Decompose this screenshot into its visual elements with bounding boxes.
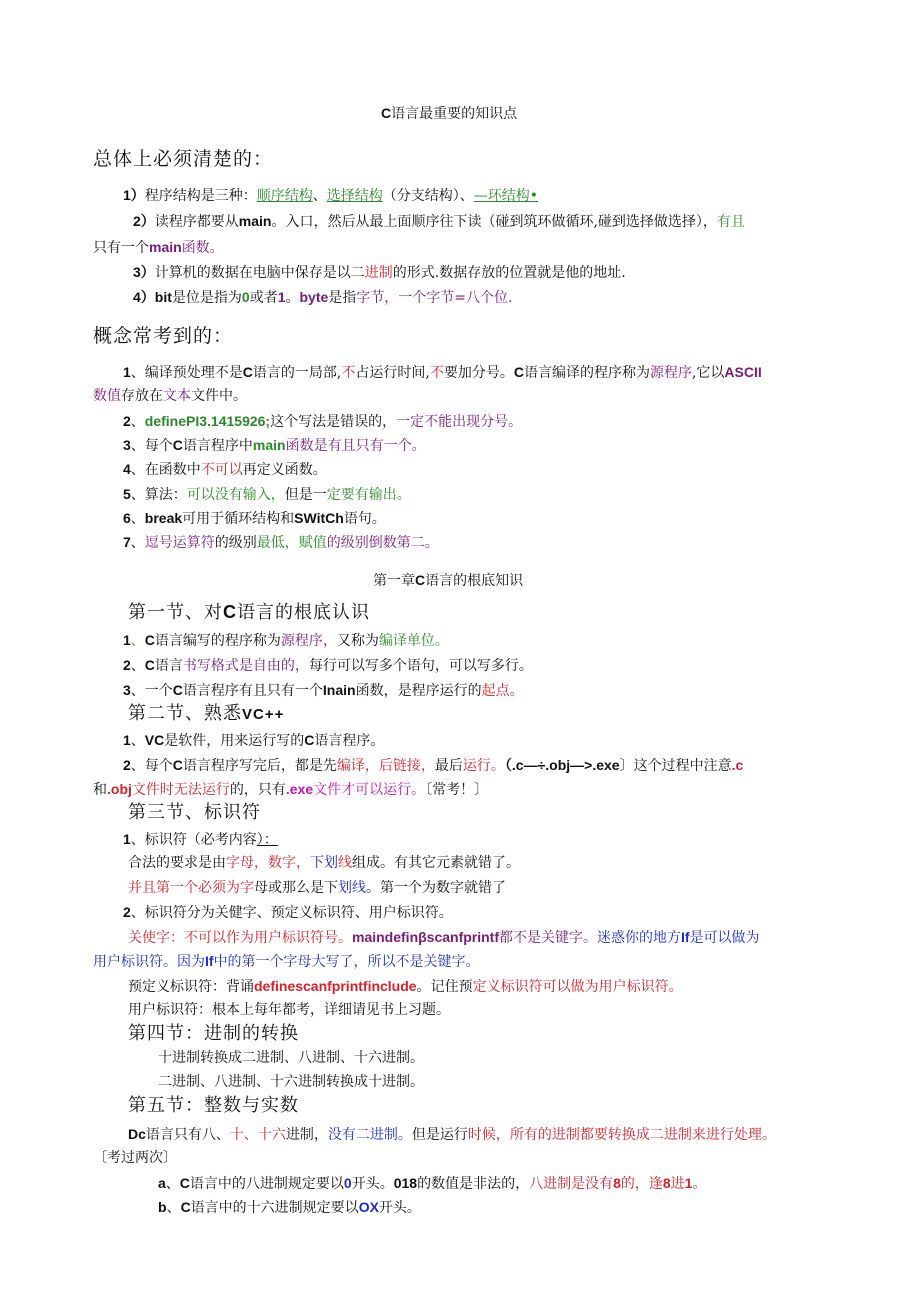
text: 语言程序有且只有一个 — [182, 683, 323, 699]
item-number: 2） — [133, 213, 155, 229]
highlight: 不 — [341, 365, 356, 381]
text: 语言的根底知识 — [425, 573, 524, 589]
concept-item-6 — [123, 508, 386, 529]
text: 或者 — [249, 290, 278, 306]
overview-heading: 总体上必须清楚的： — [93, 148, 274, 170]
highlight: 有且 — [716, 214, 745, 230]
text: 开头。 — [351, 1176, 394, 1192]
keyword: byte — [299, 289, 329, 305]
text: 用户标识符：根本上每年都考，详细请见书上习题。 — [128, 1002, 450, 1018]
concept-item-1-line1 — [123, 362, 762, 383]
keyword: maindefinβscanfprintf — [352, 929, 499, 945]
text: 读程序都要从 — [154, 214, 239, 230]
keyword: .c — [731, 757, 744, 773]
concept-item-4 — [123, 459, 327, 480]
keyword: C — [172, 682, 183, 698]
highlight: 中的第一个字母大写了，所以不是关键字。 — [213, 954, 480, 970]
section-3-line-6 — [128, 976, 683, 997]
text: 每行可以写多个语句，可以写多行。 — [308, 658, 533, 674]
text: 、 — [166, 1200, 181, 1216]
highlight: 的级别倒数第二。 — [326, 535, 439, 551]
text: 第二节、熟悉 — [128, 703, 242, 724]
section-5-heading: 第五节：整数与实数 — [128, 1095, 299, 1116]
section-1-line-3 — [123, 680, 524, 701]
concept-item-5 — [123, 484, 411, 505]
highlight: 编译单位。 — [378, 633, 449, 649]
keyword: .exe — [285, 781, 314, 797]
highlight: 运行。 — [462, 758, 505, 774]
highlight: 时候，所有的进制都要转换成二进制来进行处理。 — [467, 1127, 776, 1143]
item-number: 3 — [123, 682, 131, 698]
highlight: 一定不能出现分号。 — [396, 414, 523, 430]
highlight: 源程序 — [649, 365, 692, 381]
keyword: C — [144, 632, 155, 648]
item-number: 1） — [123, 187, 145, 203]
text: 、编译预处理不是 — [130, 365, 243, 381]
keyword: bit — [154, 289, 172, 305]
text: 语言编写的程序称为 — [154, 633, 281, 649]
highlight: 起点。 — [481, 683, 524, 699]
text: 、每个 — [130, 758, 173, 774]
highlight: 文本 — [163, 388, 191, 404]
highlight: 逗号运算符 — [144, 535, 215, 551]
section-2-line-2b — [93, 779, 488, 800]
keyword: main — [238, 213, 272, 229]
text: 组成。有其它元素就错了。 — [352, 855, 520, 871]
highlight: 字母， — [226, 855, 268, 871]
text: 语言程序中 — [182, 438, 253, 454]
text: 语言程序写完后，都是先 — [182, 758, 337, 774]
overview-item-4 — [133, 287, 512, 308]
item-letter: b — [158, 1199, 167, 1215]
section-1-line-1 — [123, 630, 449, 651]
text: 的级别 — [214, 535, 257, 551]
keyword: main — [149, 239, 182, 255]
text: 、标识符分为关健字、预定义标识符、用户标识符。 — [130, 905, 453, 921]
overview-item-1 — [123, 185, 538, 206]
section-3-line-2 — [128, 853, 520, 873]
keyword: .obj — [107, 781, 132, 797]
keyword: C — [172, 437, 183, 453]
keyword: C — [179, 1175, 190, 1191]
text: 母或那么是下 — [254, 880, 338, 896]
text: 语言编译的程序称为 — [523, 365, 650, 381]
text: 、算法： — [130, 487, 187, 503]
text: ,它以 — [691, 365, 725, 381]
section-2-line-2a — [123, 755, 743, 776]
concept-item-1-line2 — [93, 386, 247, 406]
item-number: 3 — [123, 437, 131, 453]
keyword: —环结构• — [473, 188, 539, 204]
keyword: 8 — [613, 1175, 621, 1191]
text: 、 — [130, 633, 145, 649]
text: 、 — [130, 414, 145, 430]
section-3-line-3 — [128, 878, 506, 898]
section-4-line-1: 十进制转换成二进制、八进制、十六进制。 — [158, 1050, 424, 1066]
keyword: C — [172, 757, 183, 773]
section-3-line-4 — [123, 902, 453, 923]
text: 。第一个为数字就错了 — [366, 880, 506, 896]
item-number: 1 — [123, 831, 131, 847]
text: 〕这个过程中注意 — [619, 758, 732, 774]
text: 可用于循环结构和 — [182, 511, 295, 527]
text: 〔考过两次〕 — [93, 1150, 177, 1166]
text: 程序结构是三种： — [144, 188, 257, 204]
highlight: 数值 — [93, 388, 121, 404]
title-text: 语言最重要的知识点 — [391, 106, 518, 122]
item-number: 5 — [123, 486, 131, 502]
item-number: 2 — [123, 904, 131, 920]
highlight: 不可以 — [200, 462, 243, 478]
keyword: C — [144, 657, 155, 673]
item-number: 4 — [123, 461, 131, 477]
text: 、在函数中 — [130, 462, 201, 478]
text: 合法的要求是由 — [128, 855, 226, 871]
text: 预定义标识符：背诵 — [128, 979, 254, 995]
section-5-line-1b — [93, 1148, 177, 1168]
section-3-line-7 — [128, 1000, 450, 1020]
keyword: C — [242, 364, 253, 380]
keyword: If — [681, 929, 690, 945]
keyword: 0 — [343, 1175, 352, 1191]
section-4-heading: 第四节：进制的转换 — [128, 1023, 299, 1044]
keyword: C — [513, 364, 524, 380]
text: 的形式.数据存放的位置就是他的地址. — [392, 265, 626, 281]
text: 第一节、对 — [128, 602, 223, 623]
text: 文件中。 — [191, 388, 247, 404]
text: 、 — [312, 188, 327, 204]
item-number: 1 — [123, 632, 131, 648]
item-number: 1 — [123, 364, 131, 380]
keyword: 0 — [241, 289, 250, 305]
highlight: 定要有输出。 — [326, 487, 411, 503]
keyword: ASCII — [724, 364, 762, 380]
text: 、 — [130, 733, 145, 749]
text: 只有一个 — [93, 240, 149, 256]
keyword: C — [223, 602, 237, 622]
highlight: 的，逢 — [620, 1176, 663, 1192]
keyword: OX — [358, 1199, 379, 1215]
keyword: 顺序结构 — [256, 188, 313, 204]
item-number: 1 — [123, 732, 131, 748]
section-4-line-2: 二进制、八进制、十六进制转换成十进制。 — [158, 1074, 424, 1090]
item-number: 2 — [123, 757, 131, 773]
text: 是指 — [328, 290, 357, 306]
text: 、一个 — [130, 683, 173, 699]
keyword: VC++ — [242, 706, 285, 723]
keyword: 1 — [684, 1175, 693, 1191]
concept-item-3 — [123, 435, 426, 456]
highlight: 最低，赋值 — [256, 535, 327, 551]
keyword: C — [304, 732, 315, 748]
keyword: If — [205, 953, 214, 969]
text: 语言中的八进制规定要以 — [189, 1176, 344, 1192]
highlight: 八进制是没有 — [529, 1176, 614, 1192]
section-3-line-1 — [123, 829, 278, 850]
keyword: VC — [144, 732, 165, 748]
highlight: 下划 — [310, 855, 338, 871]
section-5-line-3 — [158, 1197, 421, 1218]
text: 语言程序。 — [314, 733, 385, 749]
text: 但是运行 — [411, 1127, 468, 1143]
overview-item-2-line2 — [93, 237, 224, 258]
highlight: 。 — [692, 1176, 707, 1192]
overview-item-3 — [133, 262, 626, 283]
highlight: 是可以做为 — [689, 930, 760, 946]
text: 又称为 — [336, 633, 379, 649]
highlight: 划线 — [338, 880, 366, 896]
item-letter: a — [158, 1175, 166, 1191]
highlight: 都不是关键字。 — [499, 930, 597, 946]
highlight: 链接， — [392, 758, 435, 774]
keyword: Dc — [128, 1126, 146, 1142]
text: 计算机的数据在电脑中保存是以二 — [154, 265, 365, 281]
highlight: 进 — [670, 1176, 685, 1192]
keyword: SWitCh — [294, 510, 344, 526]
text: 要加分号。 — [443, 365, 514, 381]
concept-item-2 — [123, 411, 522, 432]
text: 开头。 — [378, 1200, 421, 1216]
text: 语言 — [154, 658, 183, 674]
text: 〔常考！〕 — [425, 782, 489, 798]
title-c: C — [381, 105, 392, 121]
highlight: 没有二进制。 — [327, 1127, 412, 1143]
keyword: C — [415, 572, 426, 588]
section-3-heading: 第三节、标识符 — [128, 802, 261, 823]
highlight: 源程序， — [280, 633, 337, 649]
text: ）： — [256, 832, 278, 848]
highlight: 关使字：不可以作为用户标识符号。 — [128, 930, 352, 946]
text: 但是一 — [284, 487, 327, 503]
item-number: 6 — [123, 510, 131, 526]
keyword: break — [144, 510, 183, 526]
highlight: 线 — [338, 855, 352, 871]
keyword: （.c—÷.obj—>.exe — [504, 757, 620, 773]
text: 。 — [285, 290, 300, 306]
text: 语言的根底认识 — [237, 602, 370, 623]
item-number: 2 — [123, 657, 131, 673]
keyword: 选择结构 — [326, 188, 383, 204]
item-number: 4） — [133, 289, 155, 305]
keyword: C — [180, 1199, 191, 1215]
concept-item-7 — [123, 532, 439, 553]
text: 和 — [93, 782, 107, 798]
text: 存放在 — [121, 388, 163, 404]
text: 的数值是非法的， — [417, 1176, 530, 1192]
text: 、 — [130, 511, 145, 527]
section-2-heading — [128, 702, 284, 727]
section-2-line-1 — [123, 730, 384, 751]
text: 进制， — [285, 1127, 328, 1143]
section-3-line-5a — [128, 927, 760, 948]
item-number: 2 — [123, 413, 131, 429]
text: 。入口，然后从最上面顺序往下读（碰到筑环做循环,碰到选择做选择）， — [271, 214, 717, 230]
text: 是位是指为 — [171, 290, 242, 306]
text: 语言中的十六进制规定要以 — [190, 1200, 359, 1216]
text: 、 — [130, 658, 145, 674]
text: 函数，是程序运行的 — [355, 683, 482, 699]
highlight: 十、十六 — [229, 1127, 286, 1143]
section-1-heading — [128, 600, 370, 625]
text: 最后 — [434, 758, 463, 774]
highlight: 不 — [429, 365, 444, 381]
highlight: 进制 — [364, 265, 393, 281]
highlight: 书写格式是自由的， — [182, 658, 309, 674]
keyword: definescanfprintfinclude — [254, 978, 417, 994]
text: 、每个 — [130, 438, 173, 454]
highlight: 并且第一个必须为字 — [128, 880, 254, 896]
overview-item-2-line1 — [133, 211, 745, 232]
text: 语言的一局部, — [252, 365, 342, 381]
text: 再定义函数。 — [242, 462, 327, 478]
text: 、标识符（必考内容 — [130, 832, 257, 848]
concepts-heading: 概念常考到的： — [93, 325, 234, 347]
text: 。记住预 — [416, 979, 473, 995]
highlight: 文件才可以运行。 — [313, 782, 426, 798]
highlight: 定义标识符可以做为用户标识符。 — [472, 979, 683, 995]
keyword: 018 — [393, 1175, 418, 1191]
highlight: 函数是有且只有一个。 — [285, 438, 426, 454]
chapter-title — [373, 570, 523, 591]
keyword: definePI3.1415926; — [144, 413, 271, 429]
section-5-line-2 — [158, 1173, 706, 1194]
keyword: 8 — [662, 1175, 671, 1191]
item-number: 7 — [123, 534, 131, 550]
item-number: 3） — [133, 264, 155, 280]
highlight: 迷惑你的地方 — [597, 930, 681, 946]
keyword: main — [252, 437, 286, 453]
section-3-line-5b — [93, 951, 480, 972]
keyword: 1 — [277, 289, 286, 305]
text: 的，只有 — [229, 782, 286, 798]
highlight: 编译，后 — [336, 758, 393, 774]
highlight: 用户标识符。因为 — [93, 954, 205, 970]
text: 、 — [165, 1176, 180, 1192]
highlight: 字节，一个字节=八个位. — [356, 290, 513, 306]
text: 、 — [130, 535, 145, 551]
keyword: Inain — [322, 682, 356, 698]
highlight: 可以没有输入， — [186, 487, 285, 503]
text: 占运行时间, — [355, 365, 430, 381]
document-title — [381, 103, 517, 124]
highlight: 数字， — [268, 855, 310, 871]
text: 第一章 — [373, 573, 415, 589]
text: 语言只有八、 — [145, 1127, 230, 1143]
highlight: 文件时无法运行 — [131, 782, 230, 798]
section-1-line-2 — [123, 655, 533, 676]
text: 这个写法是错误的， — [270, 414, 397, 430]
text: 是软件，用来运行写的 — [164, 733, 305, 749]
text: 语句。 — [343, 511, 386, 527]
highlight: 函数。 — [181, 240, 224, 256]
section-5-line-1a — [128, 1124, 776, 1145]
text: （分支结构）、 — [382, 188, 474, 204]
